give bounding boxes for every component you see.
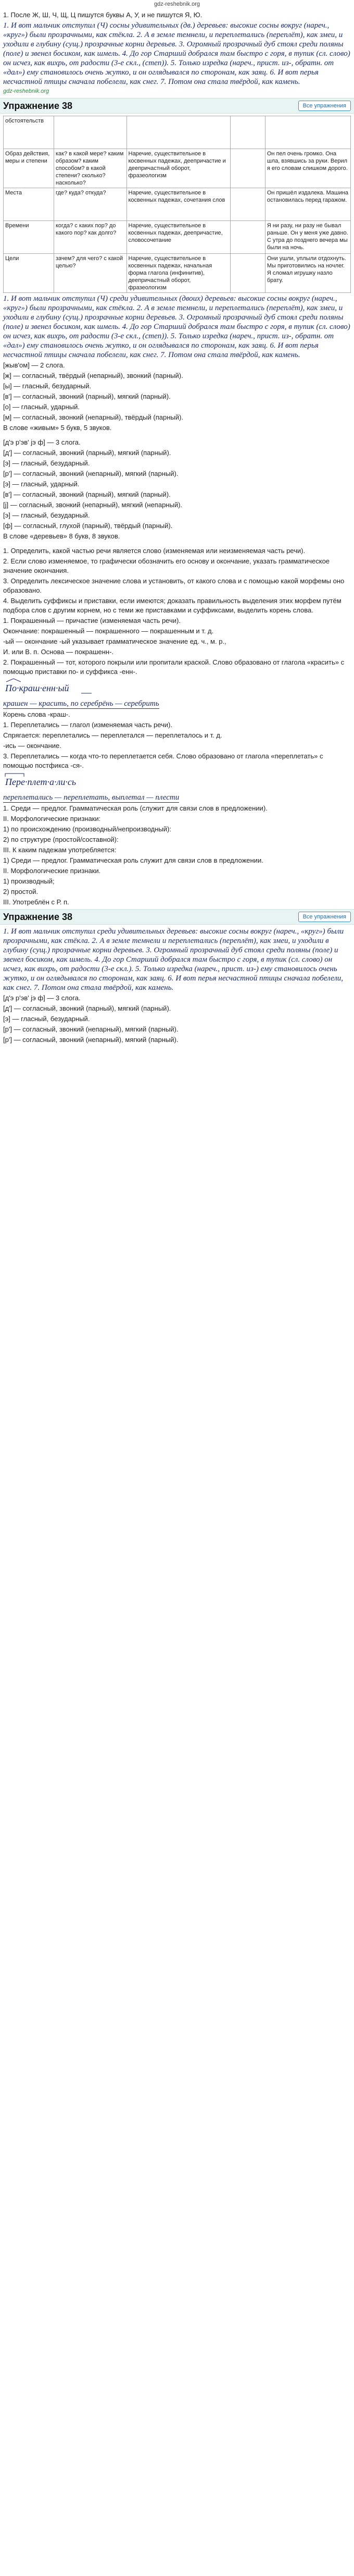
site-name[interactable]: gdz-reshebnik.org <box>154 1 200 7</box>
table-cell: Цели <box>4 254 54 293</box>
table-cell: как? в какой мере? каким образом? каким способом? в какой степени? сколько? насколько? <box>54 149 127 188</box>
morph-diagram-svg-1 <box>3 678 170 696</box>
morphology3-line: 2) по структуре (простой/составной): <box>3 836 119 843</box>
table-cell <box>230 116 265 149</box>
morph-diagram-svg-2 <box>3 771 191 790</box>
morphology-line: 1. Определить, какой частью речи является слово (изменяемая или неизменяемая часть речи). <box>3 547 306 555</box>
table-cell <box>54 116 127 149</box>
morphology3-lines <box>0 804 354 907</box>
morph-diagram-2 <box>3 771 351 792</box>
morphology3-line: II. Морфологические признаки: <box>3 815 101 823</box>
morph-chain-2 <box>0 793 354 803</box>
phonetics2-line: [э] — гласный, ударный. <box>3 480 80 488</box>
morphology-line: -ый — окончание -ый указывает грамматическое значение ед. ч., м. р., <box>3 637 226 645</box>
morphology3-line: 2) простой. <box>3 888 39 896</box>
phonetics2-intro-text: [д'э р'эв' jэ ф] — 3 слога. <box>3 438 81 446</box>
morphology2-line: -ись — окончание. <box>3 742 61 750</box>
root-arc-1 <box>6 679 21 682</box>
table-cell: Он пришёл издалека. Машина остановилась перед гаражом. <box>265 188 350 221</box>
phonetics2-line: [д'] — согласный, звонкий (парный), мягкий (парный). <box>3 449 171 457</box>
phonetics2-lines <box>0 448 354 531</box>
table-cell: зачем? для чего? с какой целью? <box>54 254 127 293</box>
morphology-line: 1. Покрашенный — причастие (изменяемая часть речи). <box>3 617 181 624</box>
phonetics3-line: [р'] — согласный, звонкий (непарный), мягкий (парный). <box>3 1025 179 1033</box>
morphology-line: 4. Выделить суффиксы и приставки, если имеются; доказать правильность выделения этих морфем путём подбора слов с другим корнем, но с теми же приставками и суффиксами, выделить корень слова. <box>3 597 342 614</box>
paragraph-3-text: 1. И вот мальчик отступил среди удивительных деревьев: высокие сосны вокруг (нареч., «круг») были прозрачными, как стёкла. 2. А в земле темнели и переплетались (переплёт), как змеи, и уходили в глубину (сущ.) прозрачные корни деревьев. 3. Огромный прозрачный дуб стоял среди поляны (поле) и звенел босиком, как шмель. 4. До гор Старший добрался там быстро с горя, в тупик (сл. слово) он исчез, как вихрь, от радости (3-е скл.). 5. Только изредка (нареч., прист. из-) ему становилось очень жутко, и он оглядывался по сторонам, как заяц. 6. И вот перья несчастной птицы сначала побелели, как снег. 7. Потом она стала твёрдой, как камень. <box>3 927 344 992</box>
table-cell: Я ни разу, ни разу не бывал раньше. Он у меня ужe давно. С утра до позднего вечера мы были на ночь. <box>265 221 350 254</box>
table-cell: Наречие, существительное в косвенных падежах, деепричастие, словосочетание <box>127 221 230 254</box>
phonetics2-line: [э] — гласный, безударный. <box>3 459 90 467</box>
phonetics3-intro <box>0 993 354 1003</box>
morphology3-line: II. Морфологические признаки. <box>3 867 101 875</box>
phonetics2-intro <box>0 438 354 447</box>
phonetics-intro-text: [жыв'ом] — 2 слога. <box>3 361 65 369</box>
phonetics3-line: [э] — гласный, безударный. <box>3 1015 90 1023</box>
morphology2-line: Спрягается: переплетались — переплетался — переплеталось и т. д. <box>3 731 222 739</box>
phonetics2-summary-text: В слове «деревьев» 8 букв, 8 звуков. <box>3 532 120 540</box>
phonetics-line: [о] — гласный, ударный. <box>3 403 80 411</box>
morphology3-line: 1. Среди — предлог. Грамматическая роль (служит для связи слов в предложении). <box>3 804 268 812</box>
morphology2-lines <box>0 710 354 770</box>
phonetics2-line: [ф] — согласный, глухой (парный), твёрдый (парный). <box>3 522 173 530</box>
phonetics3-lines <box>0 1004 354 1045</box>
table-cell: Он пел очень громко. Она шла, взявшись за руки. Верил я его словам слишком дорого. <box>265 149 350 188</box>
table-row <box>4 116 351 149</box>
table-cell <box>230 221 265 254</box>
exercise-header-2 <box>0 909 354 925</box>
morphology3-line: 1) по происхождению (производный/непроизводный): <box>3 825 171 833</box>
morph-word-1: По·краш·енн·ый <box>5 683 69 693</box>
all-exercises-button-2[interactable]: Все упражнения <box>298 912 351 922</box>
morphology-line: 3. Определить лексическое значение слова и установить, от какого слова и с помощью какой морфемы оно образовано. <box>3 577 345 594</box>
morphology2-line: 3. Переплетались — когда что-то переплетается себя. Слово образовано от глагола «переплетать» с помощью постфикса -ся-. <box>3 752 323 769</box>
phonetics-line: [ы] — гласный, безударный. <box>3 382 92 390</box>
table-cell: обстоятельств <box>4 116 54 149</box>
phonetics3-line: [р'] — согласный, звонкий (непарный), мягкий (парный). <box>3 1036 179 1044</box>
morphology3-line: III. Употреблён с Р. п. <box>3 898 69 906</box>
morphology-line: 2. Если слово изменяемое, то графически обозначить его основу и окончание, указать грамматическое значение окончания. <box>3 557 330 574</box>
watermark-text: gdz-reshebnik.org <box>3 88 49 94</box>
table-cell: когда? с каких пор? до какого пор? как долго? <box>54 221 127 254</box>
exercise-title: Упражнение 38 <box>3 101 73 111</box>
phonetics-line: [ж] — согласный, твёрдый (непарный), звонкий (парный). <box>3 372 183 379</box>
phonetics3-line: [д'] — согласный, звонкий (парный), мягкий (парный). <box>3 1004 171 1012</box>
paragraph-2-text: 1. И вот мальчик отступил (Ч) среди удивительных (двоих) деревьев: высокие сосны вокруг (нареч., «круг») были прозрачными, как стёкла. 2. А в земле темнели, и переплетались (переплёт), как змеи, и уходили в глубину (сущ.) прозрачные корни деревьев. 3. Огромный прозрачный дуб стоял среди поляны (поле) и звенел босиком, как шмель. 4. До гор Старший добрался там быстро с горя, в тупик (сл. слово) он исчез, как вихрь, от радости (3-е скл., (степ)). 5. Только изредка (нареч., прист. из-, обратн. от «дал») ему становилось очень жутко, и он оглядывался по сторонам, как заяц. 6. И вот перья несчастной птицы сначала побелели, как снег. 7. Потом она стала твёрдой, как камень. <box>3 295 350 359</box>
morph-chain-1 <box>0 699 354 709</box>
phonetics2-summary <box>0 532 354 541</box>
table-cell <box>230 188 265 221</box>
table-cell: где? куда? откуда? <box>54 188 127 221</box>
exercise-header-1 <box>0 98 354 114</box>
morphology-line: 2. Покрашенный — тот, которого покрыли или пропитали краской. Слово образовано от глагола «красить» с помощью приставки по- и суффикса -енн-. <box>3 658 345 676</box>
handwritten-paragraph-2 <box>0 294 354 360</box>
exercise-title-2: Упражнение 38 <box>3 912 73 922</box>
table-cell: Времени <box>4 221 54 254</box>
morphology2-line: 1. Переплетались — глагол (изменяемая часть речи). <box>3 721 172 729</box>
phonetics3-intro-text: [д'э р'эв' jэ ф] — 3 слога. <box>3 994 81 1002</box>
circumstance-table <box>3 116 351 293</box>
table-cell: Наречие, существительное в косвенных падежах, деепричастие и деепричастный оборот, фразеологизм <box>127 149 230 188</box>
phonetics-intro <box>0 361 354 370</box>
table-cell <box>265 116 350 149</box>
phonetics-summary-text: В слове «живым» 5 букв, 5 звуков. <box>3 424 112 432</box>
handwritten-paragraph-3 <box>0 927 354 992</box>
table-row <box>4 221 351 254</box>
phonetics-line: [в'] — согласный, звонкий (парный), мягкий (парный). <box>3 392 171 400</box>
morphology3-line: 1) Среди — предлог. Грамматическая роль служит для связи слов в предложении. <box>3 856 263 864</box>
table-cell: Образ действия, меры и степени <box>4 149 54 188</box>
intro-rule <box>0 10 354 20</box>
phonetics2-line: [j] — согласный, звонкий (непарный), мягкий (непарный). <box>3 501 183 509</box>
table-row <box>4 188 351 221</box>
phonetics-line: [м] — согласный, звонкий (непарный), твёрдый (парный). <box>3 413 183 421</box>
phonetics2-line: [э] — гласный, безударный. <box>3 511 90 519</box>
table-row <box>4 254 351 293</box>
table-cell: Они ушли, уплыли отдохнуть. Мы приготовились на ночлег. Я сломал игрушку назло брату. <box>265 254 350 293</box>
table-cell: Места <box>4 188 54 221</box>
morphology2-line: Корень слова -краш-. <box>3 710 70 718</box>
header-text: 1. После Ж, Ш, Ч, Щ, Ц пишутся буквы А, У, и не пишутся Я, Ю. <box>3 11 203 19</box>
table-cell <box>230 149 265 188</box>
morphology-lines <box>0 546 354 677</box>
table-row <box>4 149 351 188</box>
site-header <box>0 0 354 9</box>
morph-chain-text-1: крашен — красить, по серебрёнь — серебрить <box>3 700 159 708</box>
morphology-line: Окончание: покрашенный — покрашенного — покрашенным и т. д. <box>3 627 214 635</box>
handwritten-paragraph-1 <box>0 21 354 96</box>
phonetics-lines <box>0 371 354 422</box>
phonetics2-line: [в'] — согласный, звонкий (парный), мягкий (парный). <box>3 490 171 498</box>
table-cell <box>127 116 230 149</box>
table-cell: Наречие, существительное в косвенных падежах, сочетания слов <box>127 188 230 221</box>
phonetics-summary <box>0 423 354 433</box>
paragraph-1-text: 1. И вот мальчик отступил (Ч) сосны удивительных (дв.) деревьев: высокие сосны вокруг (нареч., «круг») были прозрачными, как стёкла. 2. А в земле темнели, и переплетались (переплёт), как змеи, и уходили в глубину (сущ.) прозрачные корни деревьев. 3. Огромный прозрачный дуб стоял среди поляны (поле) и звенел босиком, как шмель. 4. До гор Старший добрался там быстро с горя, в тупик (сл. слово) он исчез, как вихрь, от радости (3-е скл., (степ)). 5. Только изредка (нареч., прист. из-, обратн. от «дал») ему становилось очень жутко, и он оглядывался по сторонам, как заяц. 6. И вот перья несчастной птицы сначала побелели, как снег. 7. Потом она стала твёрдой, как камень. <box>3 21 350 86</box>
morphology-line: И. или В. п. Основа — покрашенн-. <box>3 648 114 656</box>
morphology3-line: III. К каким падежам употребляется: <box>3 846 117 854</box>
table-cell: Наречие, существительное в косвенных падежах, начальная форма глагола (инфинитив), деепричастный оборот, фразеологизм <box>127 254 230 293</box>
table-cell <box>230 254 265 293</box>
morph-diagram-1 <box>3 678 351 698</box>
phonetics2-line: [р'] — согласный, звонкий (непарный), мягкий (парный). <box>3 470 179 477</box>
morph-word-2: Пере·плет·а·ли·сь <box>5 777 77 787</box>
all-exercises-button[interactable]: Все упражнения <box>298 101 351 111</box>
table-body <box>4 116 351 293</box>
morphology3-line: 1) производный; <box>3 877 55 885</box>
morph-chain-text-2: переплетались — переплетать, выплетал — плести <box>3 793 180 802</box>
